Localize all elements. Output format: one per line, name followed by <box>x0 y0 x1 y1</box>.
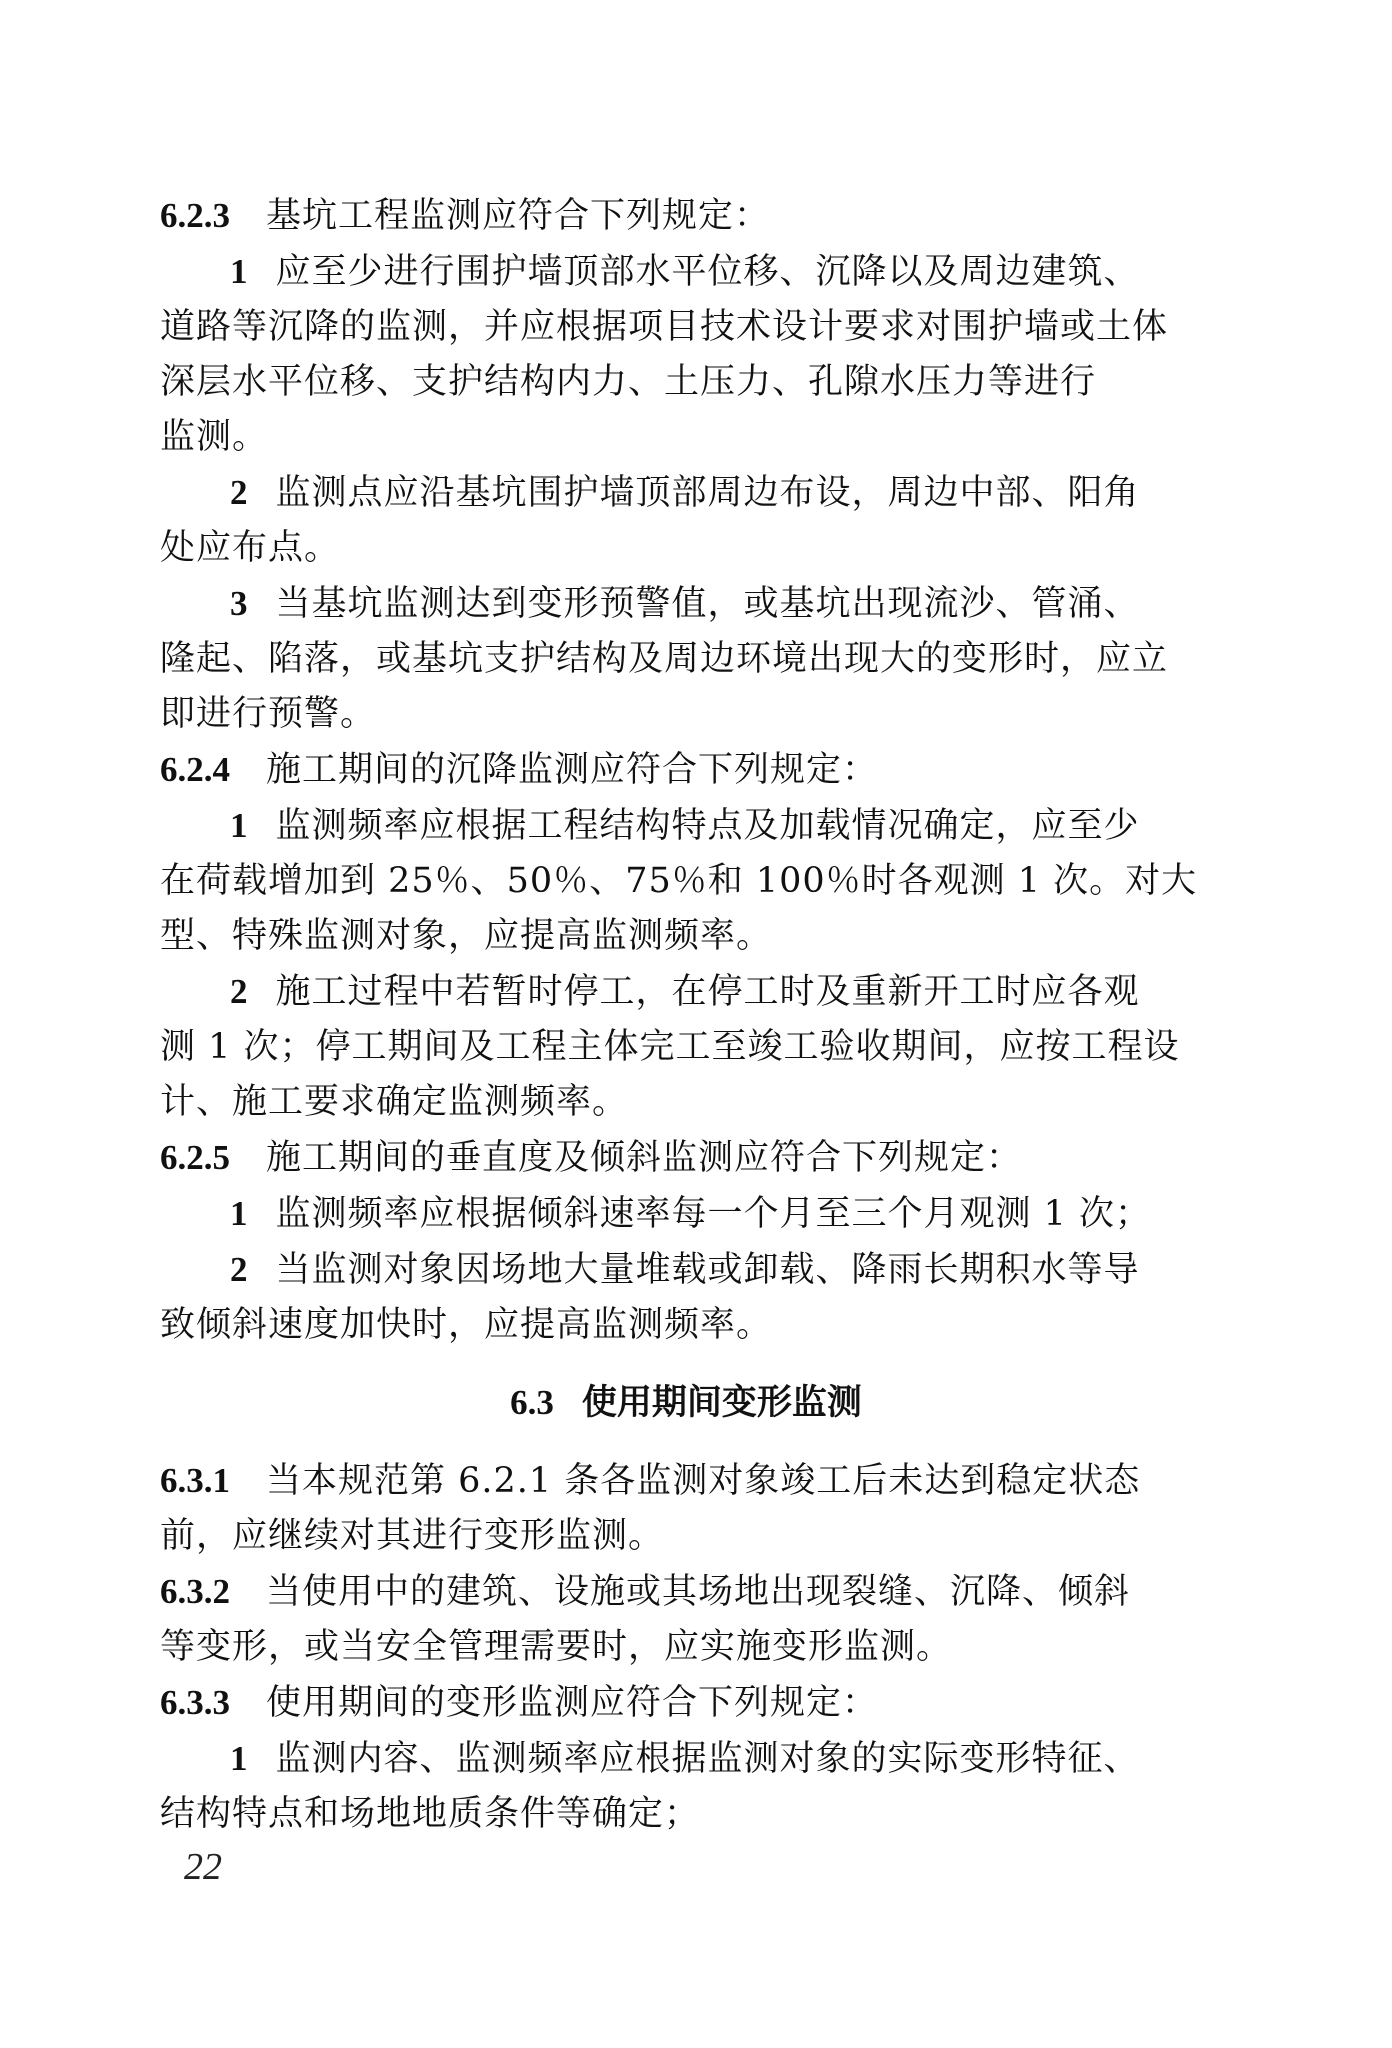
item-line: 在荷载增加到 25％、50％、75％和 100％时各观测 1 次。对大 <box>160 861 1198 901</box>
item-number: 2 <box>230 1250 248 1289</box>
clause-number: 6.2.4 <box>160 750 230 789</box>
item-text: 监测点应沿基坑围护墙顶部周边布设，周边中部、阳角 <box>275 473 1140 513</box>
item-text: 监测频率应根据工程结构特点及加载情况确定，应至少 <box>275 806 1140 846</box>
item-line: 测 1 次；停工期间及工程主体完工至竣工验收期间，应按工程设 <box>160 1027 1180 1067</box>
clause-number: 6.2.3 <box>160 196 230 235</box>
clause-number: 6.3.2 <box>160 1572 230 1611</box>
item-line: 即进行预警。 <box>160 694 377 734</box>
clause-6-3-1 <box>160 1453 1212 1509</box>
item-number: 2 <box>230 473 248 512</box>
clause-6-2-3-heading <box>160 188 1212 244</box>
item-line: 监测。 <box>160 417 269 457</box>
clause-line: 前，应继续对其进行变形监测。 <box>160 1516 665 1556</box>
clause-6-3-2 <box>160 1564 1212 1620</box>
page-number: 22 <box>184 1846 222 1888</box>
clause-number: 6.3.1 <box>160 1461 230 1500</box>
item-line: 道路等沉降的监测，并应根据项目技术设计要求对围护墙或土体 <box>160 307 1169 347</box>
clause-title: 使用期间的变形监测应符合下列规定： <box>266 1683 879 1723</box>
document-body <box>160 188 1212 1842</box>
clause-6-2-4-heading <box>160 742 1212 798</box>
item-text: 监测内容、监测频率应根据监测对象的实际变形特征、 <box>275 1739 1140 1779</box>
clause-6-2-5-heading <box>160 1130 1212 1186</box>
clause-title: 基坑工程监测应符合下列规定： <box>266 196 771 236</box>
section-6-3-title <box>160 1375 1212 1431</box>
item-line <box>160 465 1212 521</box>
item-number: 1 <box>230 806 248 845</box>
clause-line: 等变形，或当安全管理需要时，应实施变形监测。 <box>160 1627 953 1667</box>
clause-number: 6.2.5 <box>160 1138 230 1177</box>
section-number: 6.3 <box>510 1383 554 1422</box>
item-line <box>160 798 1212 854</box>
clause-title: 施工期间的垂直度及倾斜监测应符合下列规定： <box>266 1138 1023 1178</box>
item-line: 隆起、陷落，或基坑支护结构及周边环境出现大的变形时，应立 <box>160 639 1169 679</box>
item-line: 计、施工要求确定监测频率。 <box>160 1082 629 1122</box>
item-text: 应至少进行围护墙顶部水平位移、沉降以及周边建筑、 <box>275 252 1140 292</box>
item-line: 处应布点。 <box>160 528 341 568</box>
clause-title: 施工期间的沉降监测应符合下列规定： <box>266 750 879 790</box>
item-line <box>160 1186 1212 1242</box>
item-line: 致倾斜速度加快时，应提高监测频率。 <box>160 1305 773 1345</box>
item-number: 1 <box>230 252 248 291</box>
item-line <box>160 964 1212 1020</box>
item-line: 结构特点和场地地质条件等确定； <box>160 1794 701 1834</box>
item-number: 1 <box>230 1194 248 1233</box>
item-line <box>160 244 1212 300</box>
item-text: 当基坑监测达到变形预警值，或基坑出现流沙、管涌、 <box>275 584 1140 624</box>
clause-text: 当本规范第 6.2.1 条各监测对象竣工后未达到稳定状态 <box>266 1461 1141 1501</box>
item-line: 深层水平位移、支护结构内力、土压力、孔隙水压力等进行 <box>160 362 1097 402</box>
item-line <box>160 1242 1212 1298</box>
item-text: 当监测对象因场地大量堆载或卸载、降雨长期积水等导 <box>275 1250 1140 1290</box>
clause-text: 当使用中的建筑、设施或其场地出现裂缝、沉降、倾斜 <box>266 1572 1131 1612</box>
item-number: 1 <box>230 1739 248 1778</box>
item-line <box>160 1731 1212 1787</box>
clause-6-3-3-heading <box>160 1675 1212 1731</box>
clause-number: 6.3.3 <box>160 1683 230 1722</box>
item-text: 监测频率应根据倾斜速率每一个月至三个月观测 1 次； <box>275 1194 1152 1234</box>
item-number: 2 <box>230 972 248 1011</box>
item-number: 3 <box>230 584 248 623</box>
section-title-text: 使用期间变形监测 <box>581 1383 862 1423</box>
item-line <box>160 576 1212 632</box>
item-line: 型、特殊监测对象，应提高监测频率。 <box>160 916 773 956</box>
item-text: 施工过程中若暂时停工，在停工时及重新开工时应各观 <box>275 972 1140 1012</box>
